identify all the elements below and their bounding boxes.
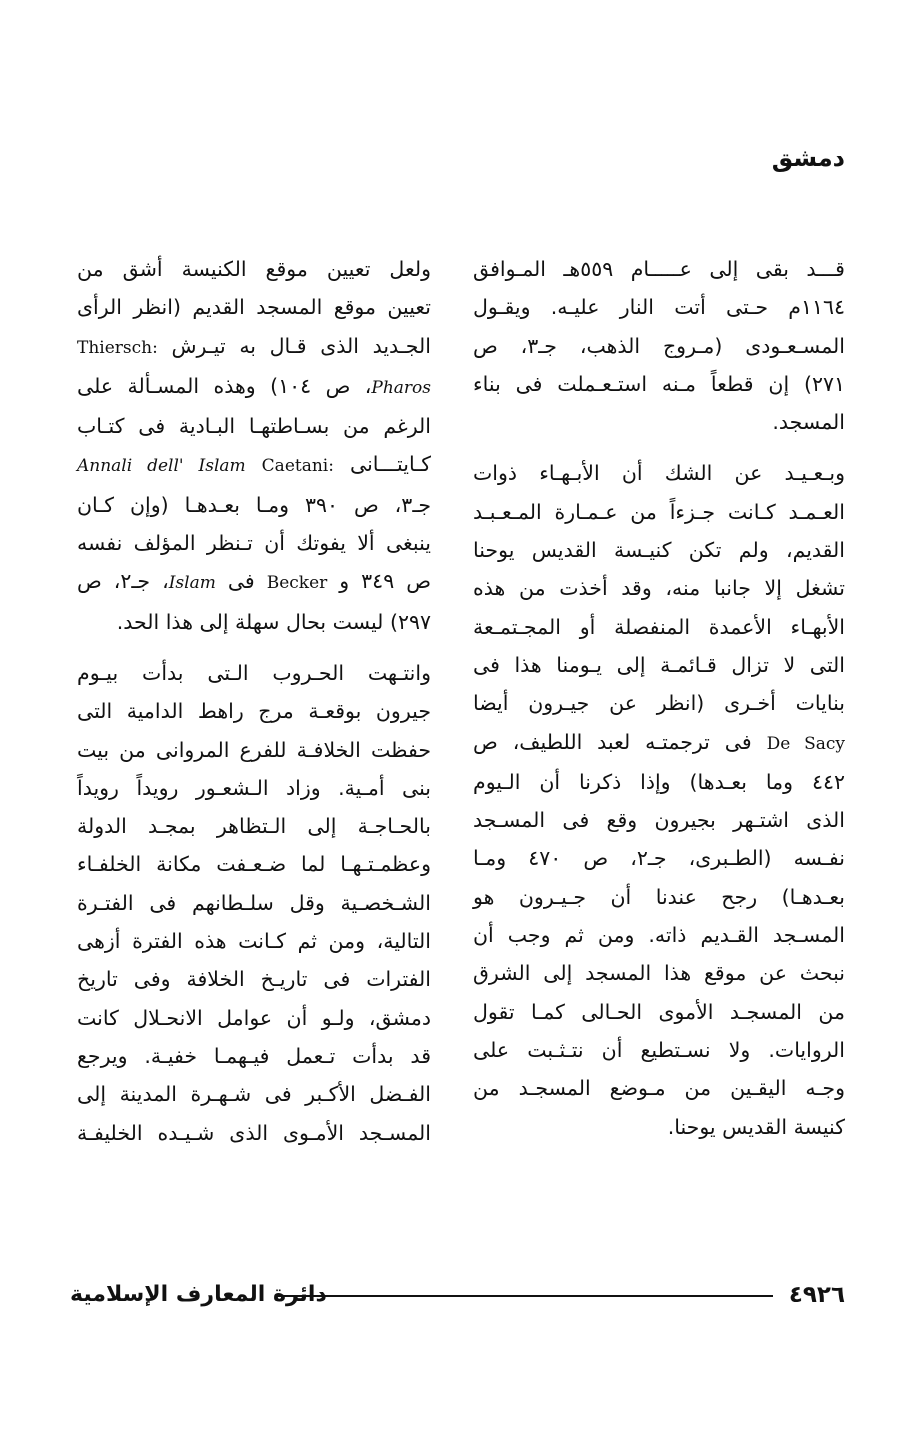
paragraph — [77, 250, 431, 641]
text-line: بعـدهـا) رجح عندنا أن جـيـرون هو — [473, 884, 845, 909]
text-line: جيرون بوقعـة مرج راهط الدامية التى — [77, 699, 431, 724]
text-line: المسجد. — [772, 410, 845, 435]
text-line: وعظمـتـهـا لما ضـعـفت مكانة الخلفـاء — [77, 852, 431, 877]
latin-title: Annali dell' Islam — [77, 456, 246, 477]
latin-name: Caetani: — [261, 456, 334, 477]
footer-divider — [275, 1295, 773, 1297]
running-head: دمشق — [771, 144, 845, 172]
text-line: الروايات. ولا نسـتطيع أن نتـثـبت على — [473, 1037, 845, 1062]
text-line: نفـسه (الطـبرى، جـ٢، ص ٤٧٠ ومـا — [473, 846, 845, 871]
latin-title: Pharos — [371, 377, 432, 398]
text-line: وانتـهت الحـروب الـتى بدأت بيـوم — [77, 660, 431, 685]
text-line: ٤٤٢ وما بعـدها) وإذا ذكرنا أن الـيوم — [473, 769, 845, 794]
text-line: ٢٧١) إن قطعاً مـنه استـعـملت فى بناء — [473, 371, 845, 396]
text-line — [473, 723, 845, 763]
text-line: التى لا تزال قـائمـة إلى يـومنا هذا فى — [473, 652, 845, 677]
latin-name: De Sacy — [766, 733, 845, 754]
left-column — [77, 250, 431, 1165]
page-footer — [70, 1277, 845, 1313]
page-number: ٤٩٢٦ — [788, 1282, 845, 1308]
latin-name: Thiersch: — [77, 337, 158, 358]
text-line — [77, 445, 431, 485]
text-line: حفظت الخلافـة للفرع المروانى من بيت — [77, 737, 431, 762]
paragraph — [473, 250, 845, 441]
text-line: ينبغى ألا يفوتك أن تـنظر المؤلف نفسه — [77, 531, 431, 556]
text-line: ٢٩٧) ليست بحال سهلة إلى هذا الحد. — [116, 609, 431, 634]
text-line: العـمـد كـانت جـزءاً من عـمـارة المـعـبـد — [473, 499, 845, 524]
text-line: الأبهـاء الأعمدة المنفصلة أو المجـتمـعة — [473, 614, 845, 639]
text-line: جـ٣، ص ٣٩٠ ومـا بعـدهـا (وإن كـان — [77, 492, 431, 517]
text-fragment: فى ترجمتـه لعبد اللطيف، ص — [473, 729, 752, 754]
text-line — [77, 367, 431, 407]
text-line: نبحث عن موقع هذا المسجد إلى الشرق — [473, 961, 845, 986]
text-line: بنايات أخـرى (انظر عن جيـرون أيضا — [473, 691, 845, 716]
text-line: دمشق، ولـو أن عوامل الانحـلال كانت — [77, 1005, 431, 1030]
text-line — [77, 562, 431, 602]
text-fragment: فى — [227, 569, 255, 594]
text-line: المسـجد القـديم ذاته. ومن ثم وجب أن — [473, 923, 845, 948]
text-line: من المسجـد الأموى الحـالى كمـا تقول — [473, 999, 845, 1024]
text-line: الفترات فى تاريـخ الخلافة وفى تاريخ — [77, 967, 431, 992]
text-line: وبـعـيـد عن الشك أن الأبـهـاء ذوات — [473, 461, 845, 486]
text-line: تشغل إلا جانبا منه، وقد أخذت من هذه — [473, 576, 845, 601]
right-column — [473, 250, 845, 1159]
text-fragment: ، جـ٢، ص — [77, 569, 169, 594]
text-line — [77, 327, 431, 367]
text-line: تعيين موقع المسجد القديم (انظر الرأى — [77, 295, 431, 320]
text-line: ١١٦٤م حـتى أتت النار عليـه. ويقـول — [473, 295, 845, 320]
paragraph — [77, 654, 431, 1152]
text-fragment: الجـديد الذى قـال به تيـرش — [171, 333, 431, 358]
latin-title: Islam — [168, 573, 216, 594]
text-line: المسـجد الأمـوى الذى شـيـده الخليفـة — [77, 1120, 431, 1145]
paragraph — [473, 454, 845, 1145]
text-line: القديم، ولم تكن كنيـسة القديس يوحنا — [473, 538, 845, 563]
encyclopedia-title: دائرة المعارف الإسلامية — [70, 1282, 327, 1307]
text-line: بنى أمـية. وزاد الـشعـور رويداً رويداً — [77, 775, 431, 800]
text-line: المسـعـودى (مـروج الذهب، جـ٣، ص — [473, 333, 845, 358]
text-line: الشـخصـية وقل سلـطانهم فى الفتـرة — [77, 890, 431, 915]
text-line: الذى اشتـهر بجيرون وقع فى المسـجد — [473, 808, 845, 833]
text-line: كنيسة القديس يوحنا. — [667, 1114, 845, 1139]
text-line: قد بدأت تـعمل فيـهمـا خفيـة. ويرجع — [77, 1043, 431, 1068]
text-line: التالية، ومن ثم كـانت هذه الفترة أزهى — [77, 929, 431, 954]
text-line: بالحـاجـة إلى الـتظاهر بمجـد الدولة — [77, 814, 431, 839]
latin-name: Becker — [266, 573, 328, 594]
text-fragment: ص ٣٤٩ و — [339, 569, 431, 594]
text-line: ولعل تعيين موقع الكنيسة أشق من — [77, 257, 431, 281]
text-line: وجـه اليقـين من مـوضع المسجـد من — [473, 1076, 845, 1101]
text-fragment: ، ص ١٠٤) وهذه المسـألة على — [77, 373, 372, 398]
text-line: الرغم من بسـاطتهـا البـادية فى كتـاب — [77, 414, 431, 439]
text-line: الفـضل الأكـبر فى شـهـرة المدينة إلى — [77, 1082, 431, 1107]
text-fragment: كـايتـــانى — [350, 452, 431, 477]
text-line: قـــد بقى إلى عـــــام ٥٥٩هـ المـوافق — [473, 257, 845, 281]
